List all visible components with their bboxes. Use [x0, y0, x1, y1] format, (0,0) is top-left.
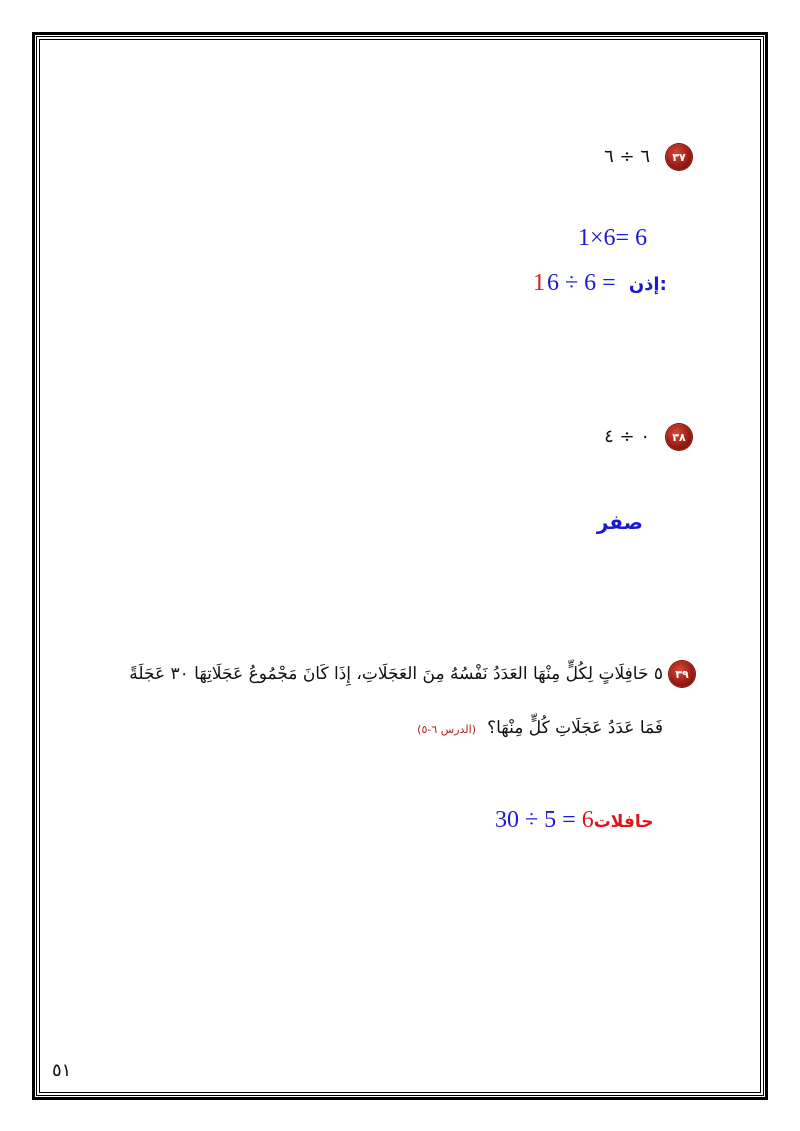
question-number-badge-37: ٣٧: [666, 144, 692, 170]
question-39-text-line-1: ٥ حَافِلَاتٍ لِكُلٍّ مِنْهَا العَدَدُ نَفْسُهُ مِنَ العَجَلَاتِ، إِذَا كَانَ مَجْمُوعُ عَجَلَاتِهَا ٣٠ عَجَلَةً: [129, 664, 663, 684]
q37-then-label: إذن:: [628, 274, 667, 295]
question-number-badge-39: ٣٩: [669, 661, 695, 687]
q39-answer-line: [493, 807, 653, 834]
q37-division-line: [533, 270, 667, 297]
question-39-text-line-2: فَمَا عَدَدُ عَجَلَاتِ كُلٍّ مِنْهَا؟: [487, 718, 663, 738]
lesson-reference: (الدرس ٦-٥): [417, 723, 476, 736]
page-number: ٥١: [52, 1060, 72, 1081]
question-38-expression: ٠ ÷ ٤: [604, 426, 650, 447]
q37-multiplication-line: [578, 225, 647, 252]
question-37-expression: ٦ ÷ ٦: [604, 146, 650, 167]
q38-answer: صفر: [596, 510, 643, 534]
question-39-text-line-2-wrap: [417, 718, 663, 738]
page-frame-inner: [39, 39, 761, 1093]
q37-multiplication-text: 1×6= 6: [578, 225, 648, 251]
q39-answer-unit: حافلات: [593, 812, 654, 832]
q39-answer-expression: 6 = 5 ÷ 30: [495, 807, 594, 833]
q37-division-expression: 6 ÷ 6 =: [547, 270, 616, 296]
question-number-badge-38: ٣٨: [666, 424, 692, 450]
q37-division-result: 1: [533, 270, 545, 296]
